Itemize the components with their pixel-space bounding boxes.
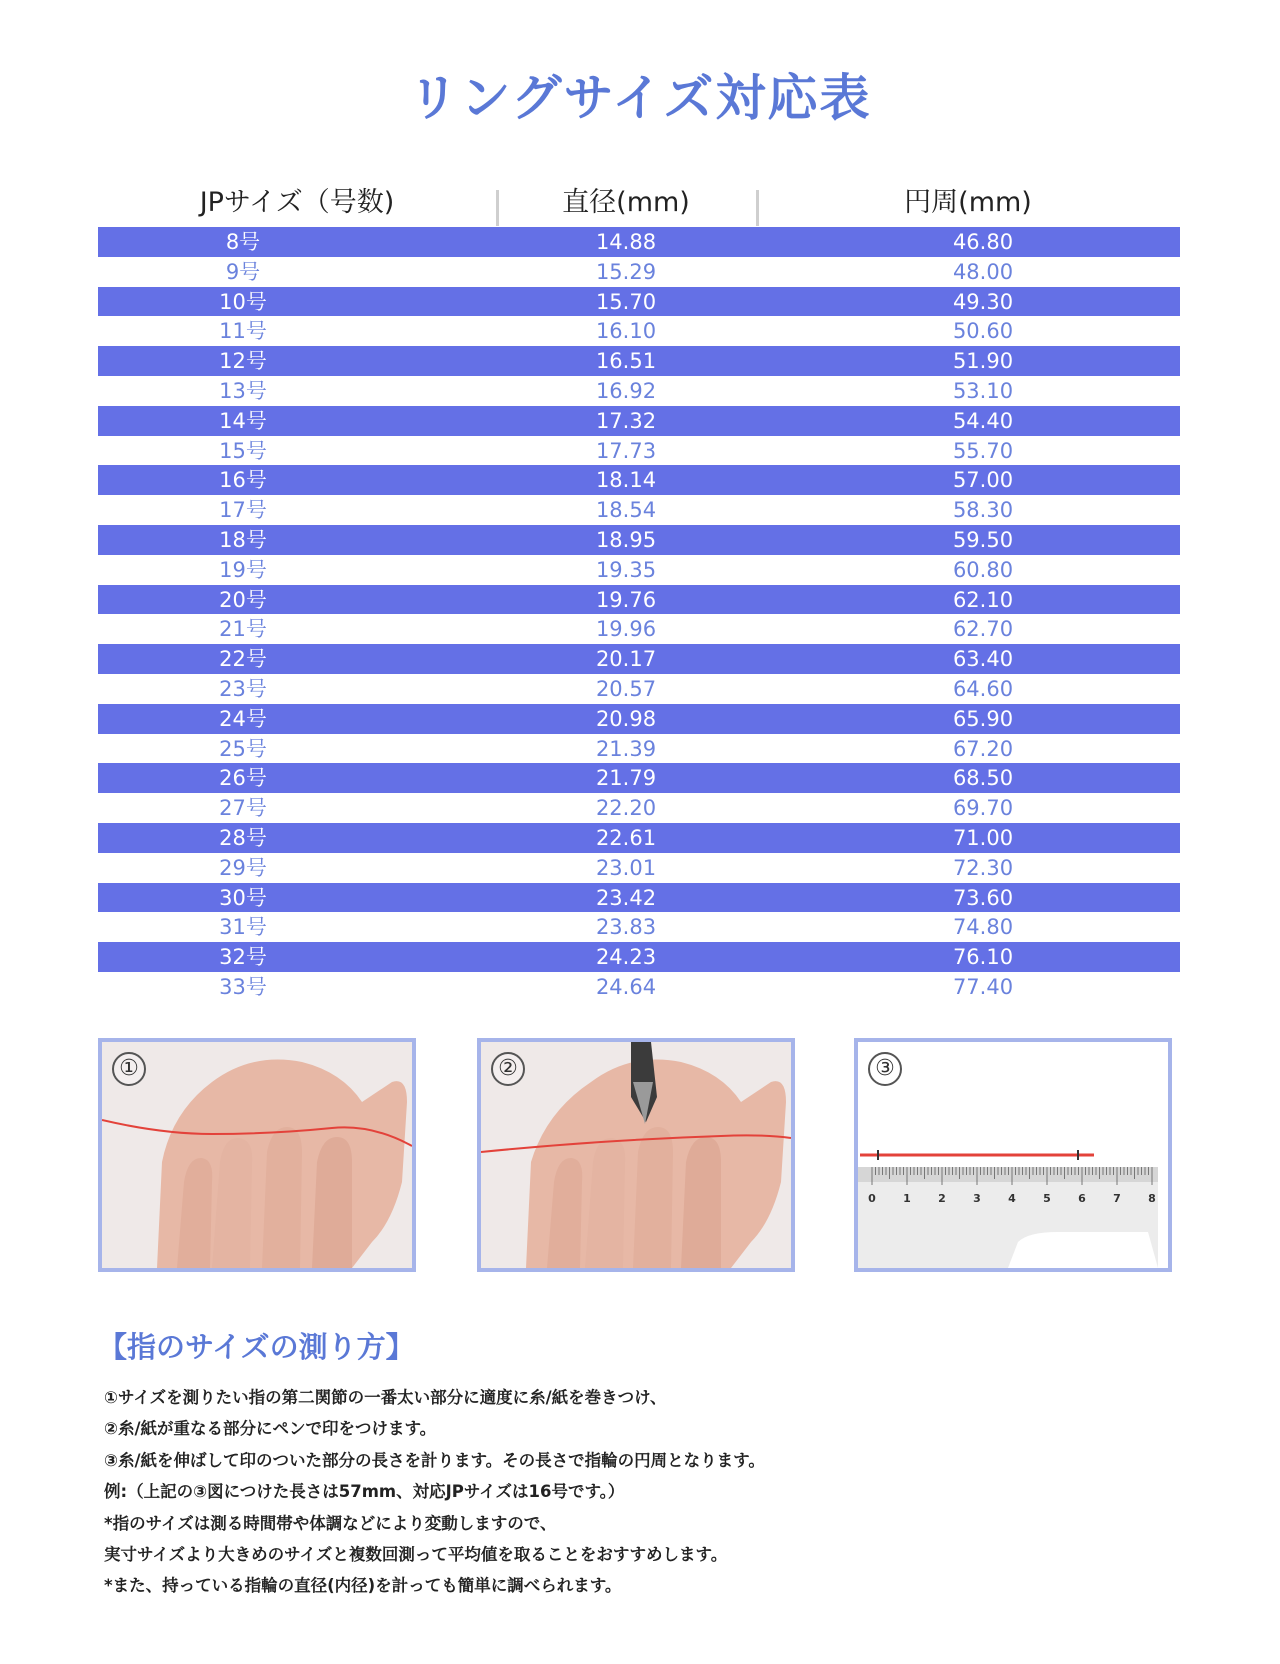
circumference-cell: 51.90 [952,349,1014,374]
size-cell: 13号 [219,378,267,403]
howto-line: 例:（上記の③図につけた長さは57mm、対応JPサイズは16号です。） [104,1482,625,1502]
table-row [98,406,1180,436]
size-cell: 29号 [219,855,267,880]
circumference-cell: 69.70 [952,796,1014,821]
diameter-cell: 15.29 [595,259,657,284]
table-row [98,436,1180,466]
diameter-cell: 14.88 [595,230,657,254]
table-row [98,316,1180,346]
circumference-cell: 64.60 [952,676,1014,701]
size-cell: 28号 [219,825,267,850]
diameter-cell: 19.35 [595,557,657,582]
table-row [98,465,1180,495]
ruler-tick-label: 7 [1113,1192,1121,1205]
diameter-cell: 18.95 [595,527,657,552]
size-cell: 9号 [225,259,261,284]
diameter-cell: 18.54 [595,498,657,523]
circumference-cell: 77.40 [952,974,1014,999]
diameter-cell: 23.01 [595,855,657,880]
diameter-cell: 20.98 [595,706,657,731]
ruler-tick-label: 5 [1043,1192,1051,1205]
circumference-cell: 63.40 [952,647,1014,672]
header-diameter: 直径(mm) [562,187,690,218]
diameter-cell: 17.73 [595,438,657,463]
diameter-cell: 20.57 [595,676,657,701]
size-cell: 33号 [219,974,267,999]
circumference-cell: 68.50 [952,766,1014,791]
table-row [98,644,1180,674]
size-cell: 25号 [219,736,267,761]
howto-line: ①サイズを測りたい指の第二関節の一番太い部分に適度に糸/紙を巻きつけ、 [104,1388,667,1407]
ruler-tick-label: 1 [903,1192,911,1205]
size-cell: 12号 [219,349,267,374]
circumference-cell: 72.30 [952,855,1014,880]
table-row [98,287,1180,317]
table-row [98,376,1180,406]
circumference-cell: 73.60 [952,885,1014,910]
diameter-cell: 22.61 [595,825,657,850]
table-row [98,674,1180,704]
diameter-cell: 16.51 [595,349,657,374]
size-table [98,227,1180,1002]
size-cell: 21号 [219,617,267,642]
table-row [98,227,1180,257]
table-row [98,525,1180,555]
ruler-tick-label: 2 [938,1192,946,1205]
diameter-cell: 16.92 [595,378,657,403]
diameter-cell: 15.70 [595,289,657,314]
step-number: ① [112,1052,146,1086]
step2-photo [477,1038,795,1272]
size-cell: 22号 [219,647,267,672]
ruler-tick-label: 8 [1148,1192,1156,1205]
circumference-cell: 62.10 [952,587,1014,612]
size-cell: 20号 [219,587,267,612]
table-row [98,793,1180,823]
step1-photo [98,1038,416,1272]
table-row [98,704,1180,734]
step-number: ③ [868,1052,902,1086]
size-cell: 15号 [219,438,267,463]
diameter-cell: 22.20 [595,796,657,821]
size-cell: 17号 [219,498,267,523]
ruler-tick-label: 4 [1008,1192,1016,1205]
diameter-cell: 16.10 [595,319,657,344]
table-row [98,942,1180,972]
howto-line: ③糸/紙を伸ばして印のついた部分の長さを計ります。その長さで指輪の円周となります。 [104,1450,765,1470]
table-row [98,853,1180,883]
table-row [98,495,1180,525]
circumference-cell: 67.20 [952,736,1014,761]
ruler-tick-label: 6 [1078,1192,1086,1205]
diameter-cell: 19.76 [595,587,657,612]
diameter-cell: 24.64 [595,974,657,999]
diameter-cell: 23.83 [595,915,657,940]
circumference-cell: 57.00 [952,468,1014,493]
size-cell: 14号 [219,408,267,433]
size-cell: 23号 [219,676,267,701]
circumference-cell: 76.10 [952,945,1014,970]
size-cell: 16号 [219,468,267,493]
circumference-cell: 60.80 [952,557,1014,582]
circumference-cell: 53.10 [952,378,1014,403]
header-jp-size: JPサイズ（号数) [199,187,395,218]
step-number: ② [491,1052,525,1086]
diameter-cell: 23.42 [595,885,657,910]
table-row [98,912,1180,942]
table-header [98,180,1180,226]
table-row [98,972,1180,1002]
ruler-tick-label: 0 [868,1192,876,1205]
circumference-cell: 54.40 [952,408,1014,433]
header-circumference: 円周(mm) [904,187,1032,218]
circumference-cell: 55.70 [952,438,1014,463]
size-cell: 18号 [219,527,267,552]
howto-line: 実寸サイズより大きめのサイズと複数回測って平均値を取ることをおすすめします。 [104,1544,728,1564]
howto-title: 【指のサイズの測り方】 [98,1330,415,1364]
diameter-cell: 18.14 [595,468,657,493]
circumference-cell: 58.30 [952,498,1014,523]
diameter-cell: 21.79 [595,766,657,791]
size-cell: 8号 [225,230,261,254]
diameter-cell: 21.39 [595,736,657,761]
ruler-tick-label: 3 [973,1192,981,1205]
size-cell: 32号 [219,945,267,970]
diameter-cell: 20.17 [595,647,657,672]
hand-pen-illustration [481,1042,791,1268]
size-cell: 10号 [219,289,267,314]
size-cell: 27号 [219,796,267,821]
size-cell: 26号 [219,766,267,791]
table-row [98,614,1180,644]
size-cell: 31号 [219,915,267,940]
size-cell: 24号 [219,706,267,731]
table-row [98,823,1180,853]
size-cell: 19号 [219,557,267,582]
size-cell: 30号 [219,885,267,910]
diameter-cell: 17.32 [595,408,657,433]
ruler-illustration [858,1042,1168,1268]
howto-instructions [104,1382,1204,1602]
howto-line: *また、持っている指輪の直径(内径)を計っても簡単に調べられます。 [104,1576,622,1596]
howto-line: *指のサイズは測る時間帯や体調などにより変動しますので、 [104,1513,557,1533]
circumference-cell: 65.90 [952,706,1014,731]
circumference-cell: 74.80 [952,915,1014,940]
circumference-cell: 59.50 [952,527,1014,552]
howto-line: ②糸/紙が重なる部分にペンで印をつけます。 [104,1419,437,1439]
circumference-cell: 50.60 [952,319,1014,344]
table-row [98,585,1180,615]
circumference-cell: 48.00 [952,259,1014,284]
diameter-cell: 19.96 [595,617,657,642]
circumference-cell: 46.80 [952,230,1014,254]
diameter-cell: 24.23 [595,945,657,970]
circumference-cell: 62.70 [952,617,1014,642]
circumference-cell: 71.00 [952,825,1014,850]
table-row [98,883,1180,913]
table-row [98,734,1180,764]
size-cell: 11号 [219,319,267,344]
table-row [98,346,1180,376]
circumference-cell: 49.30 [952,289,1014,314]
table-row [98,555,1180,585]
table-row [98,257,1180,287]
page-title: リングサイズ対応表 [408,69,872,127]
hand-string-illustration [102,1042,412,1268]
step3-photo [854,1038,1172,1272]
table-row [98,763,1180,793]
